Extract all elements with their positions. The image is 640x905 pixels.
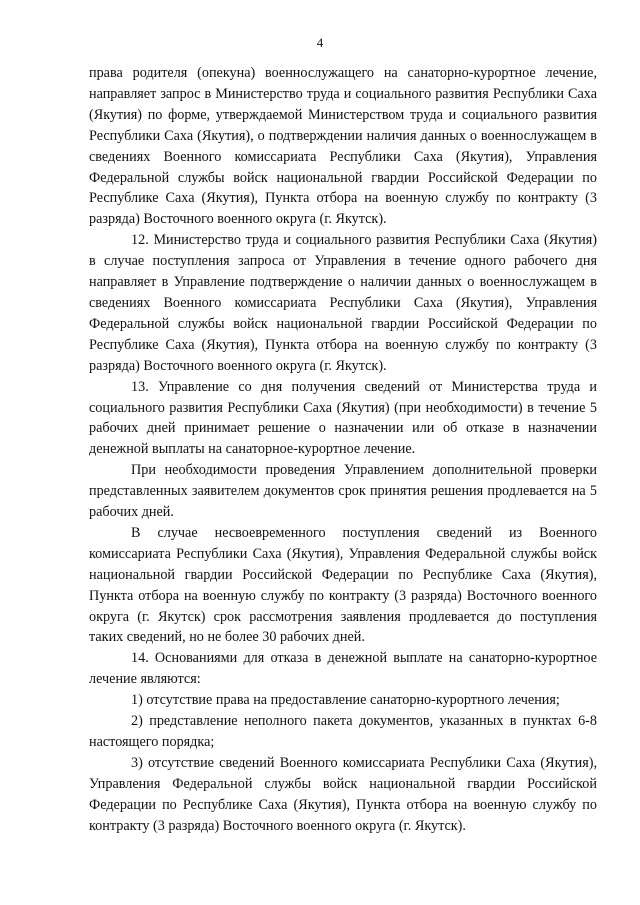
list-item-3: 3) отсутствие сведений Военного комиссариата Республики Саха (Якутия), Управления Федеральной службы войск национальной гвардии Российской Федерации по Республике Саха (Якутия), Пункта отбора на военную службу по контракту (3 разряда) Восточного военного округа (г. Якутск). — [89, 754, 597, 834]
paragraph-additional-check: При необходимости проведения Управлением дополнительной проверки представленных заявителем документов срок принятия решения продлевается на 5 рабочих дней. — [89, 462, 597, 521]
paragraph-late-info: В случае несвоевременного поступления сведений из Военного комиссариата Республики Саха (Якутия), Управления Федеральной службы войск национальной гвардии Российской Федерации по Республике Саха (Якутия), Пункта отбора на военную службу по контракту (3 разряда) Восточного военного округа (г. Якутск) срок рассмотрения заявления продлевается до поступления таких сведений, но не более 30 рабочих дней. — [89, 524, 597, 646]
list-item-1: 1) отсутствие права на предоставление санаторно-курортного лечения; — [131, 692, 560, 709]
paragraph-continuation: права родителя (опекуна) военнослужащего на санаторно-курортное лечение, направляет запрос в Министерство труда и социального развития Республики Саха (Якутия) по форме, утверждаемой Министерством труда и социального развития Республики Саха (Якутия), о подтверждении наличия данных о военнослужащем в сведениях Военного комиссариата Республики Саха (Якутия), Управления Федеральной службы войск национальной гвардии Российской Федерации по Республике Саха (Якутия), Пункта отбора на военную службу по контракту (3 разряда) Восточного военного округа (г. Якутск). — [89, 65, 597, 228]
paragraph-item-12: 12. Министерство труда и социального развития Республики Саха (Якутия) в случае поступления запроса от Управления в течение одного рабочего дня направляет в Управление подтверждение о наличии данных о военнослужащем в сведениях Военного комиссариата Республики Саха (Якутия), Управления Федеральной службы войск национальной гвардии Российской Федерации по Республике Саха (Якутия), Пункта отбора на военную службу по контракту (3 разряда) Восточного военного округа (г. Якутск). — [89, 232, 597, 374]
paragraph-item-14: 14. Основаниями для отказа в денежной выплате на санаторно-курортное лечение являются: — [89, 650, 597, 688]
paragraph-item-13: 13. Управление со дня получения сведений от Министерства труда и социального развития Республики Саха (Якутия) (при необходимости) в течение 5 рабочих дней принимает решение о назначении или об отказе в назначении денежной выплаты на санаторное-курортное лечение. — [89, 378, 597, 458]
document-body — [89, 63, 597, 837]
list-item-2: 2) представление неполного пакета документов, указанных в пунктах 6-8 настоящего порядка; — [89, 713, 597, 750]
page-number: 4 — [316, 35, 324, 50]
